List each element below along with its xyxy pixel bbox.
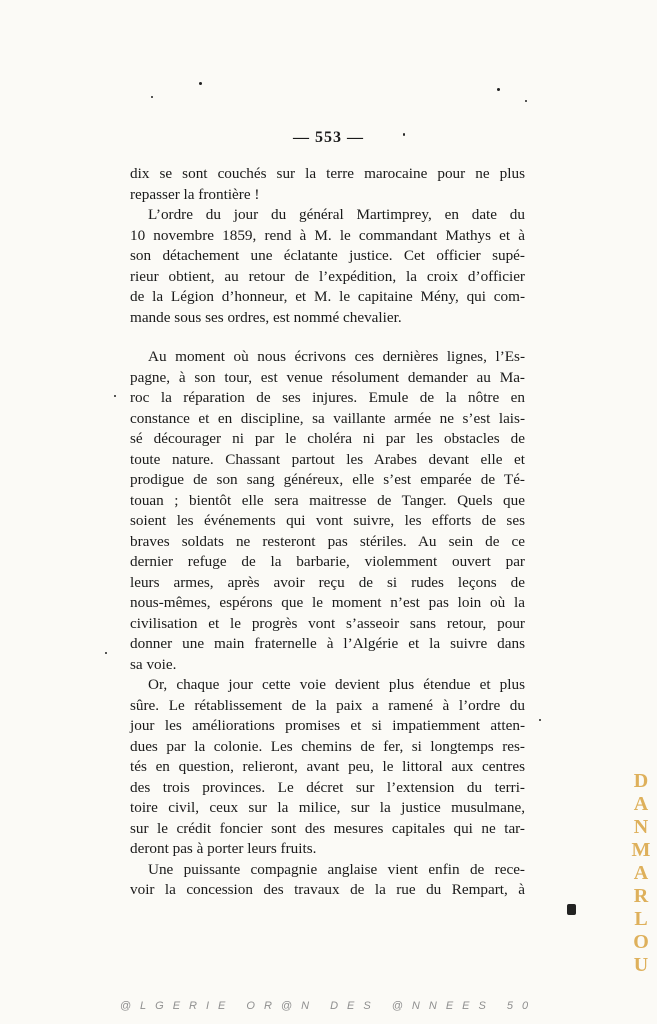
text-line: dernier refuge de la barbarie, violemment ouvert par bbox=[130, 553, 525, 570]
text-line: Au moment où nous écrivons ces dernières lignes, l’Es- bbox=[148, 348, 525, 365]
text-line: dues par la colonie. Les chemins de fer, si longtemps res- bbox=[130, 737, 525, 755]
ink-speck bbox=[105, 652, 107, 654]
text-line: nous-mêmes, espérons que le moment n’est pas loin où la bbox=[130, 594, 525, 611]
side-watermark bbox=[628, 770, 654, 977]
text-line: donner une main fraternelle à l’Algérie et la suivre dans bbox=[130, 635, 525, 652]
text-line: son détachement une éclatante justice. Cet officier supé- bbox=[130, 247, 525, 264]
text-line: sûre. Le rétablissement de la paix a ramené à l’ordre du bbox=[130, 696, 525, 714]
text-line: soient les événements qui vont suivre, les efforts de ses bbox=[130, 512, 525, 529]
ink-speck bbox=[114, 395, 116, 397]
text-line: touan ; bientôt elle sera maitresse de Tanger. Quels que bbox=[130, 491, 525, 509]
text-line: Or, chaque jour cette voie devient plus étendue et plus bbox=[148, 676, 525, 693]
side-watermark-letter: A bbox=[633, 793, 649, 815]
side-watermark-letter: U bbox=[633, 954, 649, 976]
ink-speck bbox=[567, 904, 576, 915]
text-line: des trois provinces. Le décret sur l’extension du terri- bbox=[130, 778, 525, 796]
text-line: deront pas à porter leurs fruits. bbox=[130, 840, 317, 857]
text-line: Une puissante compagnie anglaise vient enfin de rece- bbox=[148, 860, 525, 878]
text-line: dix se sont couchés sur la terre marocaine pour ne plus bbox=[130, 165, 525, 182]
paragraph bbox=[130, 205, 525, 328]
text-line: rieur obtient, au retour de l’expédition, la croix d’officier bbox=[130, 267, 525, 285]
side-watermark-letter: M bbox=[631, 839, 651, 861]
text-line: civilisation et le progrès vont s’asseoir sans retour, pour bbox=[130, 614, 525, 632]
ink-speck bbox=[151, 96, 153, 98]
ink-speck bbox=[497, 88, 500, 91]
ink-speck bbox=[403, 133, 405, 136]
text-line: sé décourager ni par le choléra ni par les obstacles de bbox=[130, 430, 525, 447]
text-line: mande sous ses ordres, est nommé chevalier. bbox=[130, 308, 402, 326]
ink-speck bbox=[199, 82, 202, 85]
text-block-top bbox=[130, 164, 525, 328]
page-number: — 553 — bbox=[293, 129, 364, 146]
text-line: de la Légion d’honneur, et M. le capitaine Mény, qui com- bbox=[130, 288, 525, 305]
side-watermark-letter: O bbox=[633, 931, 649, 953]
text-line: constance et en discipline, sa vaillante armée ne s’est lais- bbox=[130, 409, 525, 427]
text-line: leurs armes, après avoir reçu de si rudes leçons de bbox=[130, 573, 525, 591]
text-line: prodigue de son sang généreux, elle s’est emparée de Té- bbox=[130, 471, 525, 488]
text-line: pagne, à son tour, est venue résolument demander au Ma- bbox=[130, 368, 525, 386]
text-line: sa voie. bbox=[130, 655, 177, 673]
text-line: jour les améliorations promises et si impatiemment atten- bbox=[130, 717, 525, 734]
text-line: roc la réparation de ses injures. Emule de la nôtre en bbox=[130, 389, 525, 406]
paragraph bbox=[130, 675, 525, 860]
paragraph bbox=[130, 164, 525, 205]
bottom-watermark: @LGERIE OR@N DES @NNEES 50 bbox=[119, 1000, 538, 1012]
paragraph bbox=[130, 860, 525, 901]
side-watermark-letter: D bbox=[633, 770, 649, 792]
paragraph bbox=[130, 347, 525, 675]
text-line: L’ordre du jour du général Martimprey, en date du bbox=[148, 206, 525, 223]
text-line: braves soldats ne resteront pas stériles. Au sein de ce bbox=[130, 532, 525, 550]
text-block-main bbox=[130, 347, 525, 901]
ink-speck bbox=[525, 100, 527, 102]
text-line: sur le crédit foncier sont des mesures capitales qui ne tar- bbox=[130, 819, 525, 837]
text-line: voir la concession des travaux de la rue du Rempart, à bbox=[130, 881, 525, 898]
side-watermark-letter: R bbox=[633, 885, 649, 907]
side-watermark-letter: L bbox=[634, 908, 648, 930]
text-line: toire civil, ceux sur la milice, sur la justice musulmane, bbox=[130, 799, 525, 816]
text-line: toute nature. Chassant partout les Arabes devant elle et bbox=[130, 450, 525, 468]
text-line: tés en question, relieront, avant peu, le littoral aux centres bbox=[130, 758, 525, 775]
side-watermark-letter: N bbox=[633, 816, 649, 838]
ink-speck bbox=[539, 719, 541, 721]
text-line: repasser la frontière ! bbox=[130, 185, 260, 203]
text-line: 10 novembre 1859, rend à M. le commandant Mathys et à bbox=[130, 226, 525, 244]
side-watermark-letter: A bbox=[633, 862, 649, 884]
